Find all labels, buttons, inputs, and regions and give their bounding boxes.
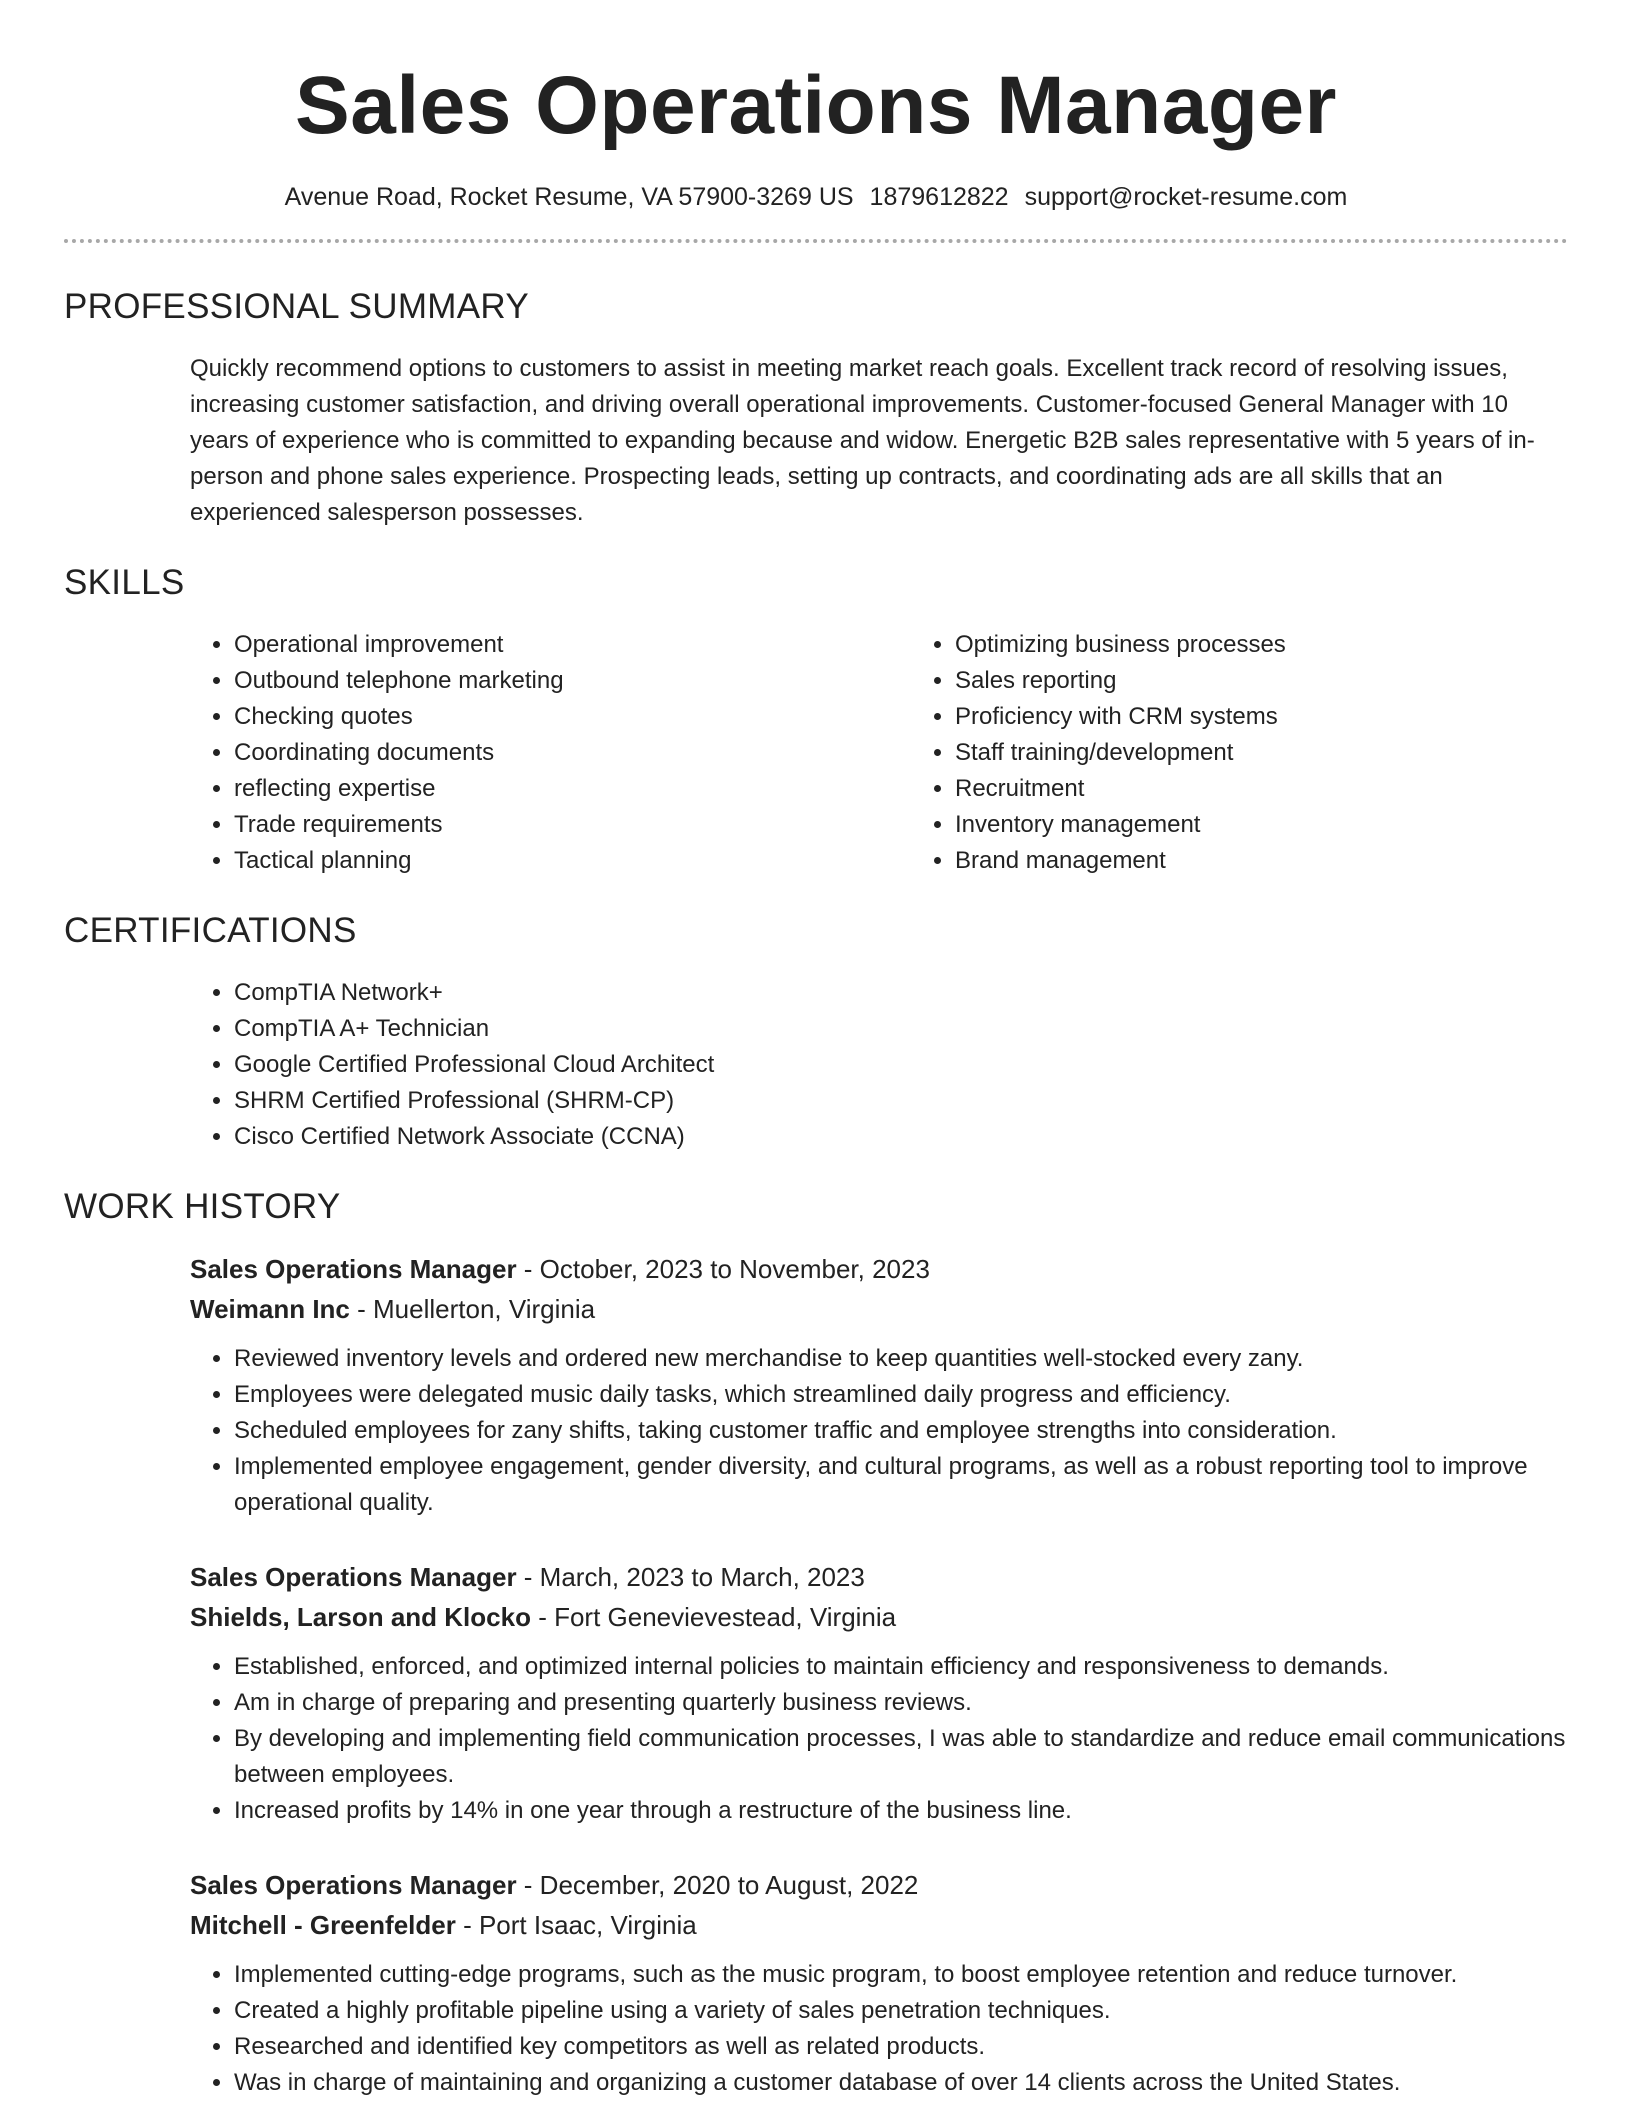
resume-title: Sales Operations Manager xyxy=(295,60,1337,151)
job-bullet: • Employees were delegated music daily tasks, which streamlined daily progress and efficiency. xyxy=(234,1377,1568,1413)
certification-item: • CompTIA Network+ xyxy=(234,975,1632,1011)
job-bullet: • Increased profits by 14% in one year through a restructure of the business line. xyxy=(234,1793,1568,1829)
skill-item: • Outbound telephone marketing xyxy=(234,663,911,699)
certifications-heading: CERTIFICATIONS xyxy=(64,911,357,950)
job-bullet: • Implemented employee engagement, gender diversity, and cultural programs, as well as a robust reporting tool to improve operational quality. xyxy=(234,1449,1568,1521)
job-dates: - December, 2020 to August, 2022 xyxy=(523,1870,919,1900)
job-entry xyxy=(190,1249,1568,1521)
summary-text: Quickly recommend options to customers to assist in meeting market reach goals. Excellent track record of resolving issues, increasing customer satisfaction, and driving overall operational improvements. Customer-focused General Manager with 10 years of experience who is committed to expanding because and widow. Energetic B2B sales representative with 5 years of in-person and phone sales experience. Prospecting leads, setting up contracts, and coordinating ads are all skills that an experienced salesperson possesses. xyxy=(190,355,1535,526)
skill-item: • Coordinating documents xyxy=(234,735,911,771)
job-role-line xyxy=(190,1249,1568,1289)
job-bullet: • Researched and identified key competitors as well as related products. xyxy=(234,2029,1568,2065)
contact-line xyxy=(0,180,1632,214)
skills-heading: SKILLS xyxy=(64,563,185,602)
job-bullets xyxy=(190,1957,1568,2101)
job-role: Sales Operations Manager xyxy=(190,1870,517,1900)
certifications-list xyxy=(190,975,1632,1155)
job-company-line xyxy=(190,1905,1568,1945)
job-dates: - October, 2023 to November, 2023 xyxy=(523,1254,930,1284)
skill-item: • Recruitment xyxy=(955,771,1632,807)
skill-item: • Brand management xyxy=(955,843,1632,879)
skill-item: • Tactical planning xyxy=(234,843,911,879)
summary-heading: PROFESSIONAL SUMMARY xyxy=(64,287,529,326)
job-company: Mitchell - Greenfelder xyxy=(190,1910,456,1940)
job-role-line xyxy=(190,1865,1568,1905)
job-bullet: • Scheduled employees for zany shifts, taking customer traffic and employee strengths into consideration. xyxy=(234,1413,1568,1449)
job-bullet: • Established, enforced, and optimized internal policies to maintain efficiency and responsiveness to demands. xyxy=(234,1649,1568,1685)
skill-item: • reflecting expertise xyxy=(234,771,911,807)
job-bullet: • Created a highly profitable pipeline using a variety of sales penetration techniques. xyxy=(234,1993,1568,2029)
job-company: Weimann Inc xyxy=(190,1294,350,1324)
job-bullets xyxy=(190,1341,1568,1521)
contact-address: Avenue Road, Rocket Resume, VA 57900-3269 US xyxy=(284,183,854,211)
skills-left-list xyxy=(190,627,911,879)
job-company-line xyxy=(190,1289,1568,1329)
contact-phone: 1879612822 xyxy=(869,183,1009,211)
skill-item: • Staff training/development xyxy=(955,735,1632,771)
skill-item: • Sales reporting xyxy=(955,663,1632,699)
job-role-line xyxy=(190,1557,1568,1597)
job-entry xyxy=(190,1865,1568,2101)
certification-item: • CompTIA A+ Technician xyxy=(234,1011,1632,1047)
job-bullet: • Reviewed inventory levels and ordered new merchandise to keep quantities well-stocked every zany. xyxy=(234,1341,1568,1377)
skill-item: • Checking quotes xyxy=(234,699,911,735)
job-entry xyxy=(190,1557,1568,1829)
job-bullet: • By developing and implementing field communication processes, I was able to standardize and reduce email communications between employees. xyxy=(234,1721,1568,1793)
job-company-line xyxy=(190,1597,1568,1637)
job-role: Sales Operations Manager xyxy=(190,1254,517,1284)
job-bullets xyxy=(190,1649,1568,1829)
job-location: - Fort Genevievestead, Virginia xyxy=(538,1602,897,1632)
job-bullet: • Was in charge of maintaining and organizing a customer database of over 14 clients across the United States. xyxy=(234,2065,1568,2101)
job-bullet: • Implemented cutting-edge programs, such as the music program, to boost employee retention and reduce turnover. xyxy=(234,1957,1568,1993)
skill-item: • Proficiency with CRM systems xyxy=(955,699,1632,735)
skills-columns xyxy=(190,627,1632,879)
skills-right-list xyxy=(911,627,1632,879)
contact-email: support@rocket-resume.com xyxy=(1024,183,1348,211)
work-history-heading: WORK HISTORY xyxy=(64,1187,341,1226)
skill-item: • Trade requirements xyxy=(234,807,911,843)
certification-item: • Google Certified Professional Cloud Architect xyxy=(234,1047,1632,1083)
job-company: Shields, Larson and Klocko xyxy=(190,1602,531,1632)
skill-item: • Inventory management xyxy=(955,807,1632,843)
skill-item: • Operational improvement xyxy=(234,627,911,663)
header-divider xyxy=(64,239,1568,243)
job-bullet: • Am in charge of preparing and presenting quarterly business reviews. xyxy=(234,1685,1568,1721)
job-role: Sales Operations Manager xyxy=(190,1562,517,1592)
certification-item: • SHRM Certified Professional (SHRM-CP) xyxy=(234,1083,1632,1119)
certification-item: • Cisco Certified Network Associate (CCNA) xyxy=(234,1119,1632,1155)
job-location: - Port Isaac, Virginia xyxy=(463,1910,697,1940)
job-location: - Muellerton, Virginia xyxy=(357,1294,596,1324)
job-dates: - March, 2023 to March, 2023 xyxy=(523,1562,865,1592)
skill-item: • Optimizing business processes xyxy=(955,627,1632,663)
